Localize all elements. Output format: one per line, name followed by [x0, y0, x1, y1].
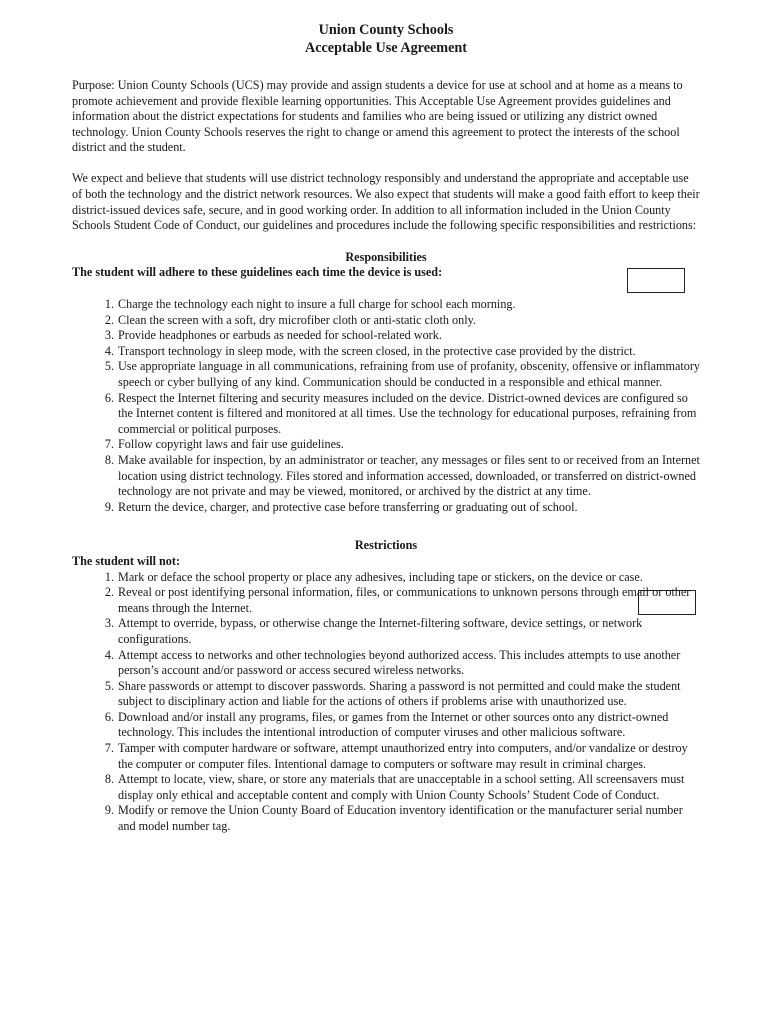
responsibility-item-text: Return the device, charger, and protective case before transferring or graduating out of school.	[118, 499, 578, 514]
responsibility-item-number: 4.	[104, 343, 114, 358]
restriction-item-text: Modify or remove the Union County Board of Education inventory identification or the manufacturer serial number and model number tag.	[118, 803, 683, 834]
expectation-paragraph: We expect and believe that students will use district technology responsibly and understand the appropriate and acceptable use of both the technology and the district network resources. We also expect that students will make a good faith effort to keep their district-issued devices safe, secure, and in good working order. In addition to all information included in the Union County Schools Student Code of Conduct, our guidelines and procedures include the following specific responsibilities and restrictions:	[72, 171, 700, 233]
restriction-item-text: Download and/or install any programs, files, or games from the Internet or other sources onto any district-owned technology. This includes the intentional introduction of computer viruses and other malicious software.	[118, 709, 669, 740]
responsibility-item-number: 5.	[104, 359, 114, 374]
responsibility-item-number: 2.	[104, 312, 114, 327]
restrictions-list	[72, 570, 700, 835]
title-line-2: Acceptable Use Agreement	[304, 39, 468, 56]
restrictions-heading: Restrictions	[354, 538, 418, 553]
responsibilities-heading: Responsibilities	[345, 249, 427, 264]
responsibility-item-number: 3.	[104, 328, 114, 343]
responsibility-item-text: Transport technology in sleep mode, with the screen closed, in the protective case provided by the district.	[118, 343, 636, 358]
restriction-item	[72, 648, 700, 679]
restriction-item-number: 5.	[104, 678, 114, 693]
responsibility-item-text: Charge the technology each night to insure a full charge for school each morning.	[118, 297, 516, 312]
responsibility-item	[72, 313, 700, 329]
document-title	[72, 22, 700, 57]
restriction-item	[72, 679, 700, 710]
restriction-item-text: Attempt to locate, view, share, or store any materials that are unacceptable in a school setting. All screensavers must display only ethical and acceptable content and comply with Union County Schools’ Student Code of Conduct.	[118, 772, 685, 802]
responsibility-item-number: 7.	[104, 437, 114, 452]
responsibility-item-text: Follow copyright laws and fair use guidelines.	[118, 437, 344, 452]
restriction-item-number: 8.	[104, 772, 114, 787]
restriction-item-text: Reveal or post identifying personal information, files, or communications to unknown persons through email or other means through the Internet.	[118, 585, 691, 615]
responsibility-item	[72, 297, 700, 313]
restriction-item-number: 6.	[104, 709, 114, 724]
restrictions-lead: The student will not:	[72, 553, 181, 568]
purpose-paragraph: Purpose: Union County Schools (UCS) may provide and assign students a device for use at school and at home as a means to promote achievement and provide flexible learning opportunities. This Acceptable Use Agreement provides guidelines and information about the district expectations for students and families who are being issued or utilizing any district owned technology. Union County Schools reserves the right to change or amend this agreement to protect the interests of the school district and the student.	[72, 78, 683, 155]
restriction-item-number: 9.	[104, 803, 114, 818]
restriction-item	[72, 616, 700, 647]
responsibility-item-number: 9.	[104, 499, 114, 514]
responsibility-item-number: 8.	[104, 452, 114, 467]
responsibility-item	[72, 500, 700, 516]
restriction-item-number: 4.	[104, 647, 114, 662]
title-line-1: Union County Schools	[318, 22, 454, 38]
document-page	[72, 22, 700, 835]
restriction-item	[72, 803, 700, 834]
responsibility-item-text: Clean the screen with a soft, dry microfiber cloth or anti-static cloth only.	[118, 312, 476, 327]
responsibility-item	[72, 328, 700, 344]
restriction-item-text: Share passwords or attempt to discover passwords. Sharing a password is not permitted and could make the student subject to disciplinary action and liable for the actions of others if problems arise with unauthorized use.	[118, 678, 681, 709]
restriction-item	[72, 570, 700, 586]
restriction-item-text: Attempt to override, bypass, or otherwise change the Internet-filtering software, device settings, or network configurations.	[118, 616, 643, 646]
restriction-item	[72, 710, 700, 741]
restriction-item-number: 2.	[104, 585, 114, 600]
responsibility-item-text: Use appropriate language in all communications, refraining from use of profanity, obscenity, offensive or inflammatory speech or cyber bullying of any kind. Communication should be conducted in a responsible and ethical manner.	[118, 359, 700, 389]
responsibility-item-text: Provide headphones or earbuds as needed for school-related work.	[118, 328, 442, 343]
restriction-item	[72, 741, 700, 772]
responsibility-item-text: Make available for inspection, by an administrator or teacher, any messages or files sent to or received from an Internet location using district technology. Files stored and information accessed, downloaded, or transferred on district-owned technology are not private and may be viewed, monitored, or archived by the district at any time.	[118, 452, 700, 499]
responsibilities-lead: The student will adhere to these guidelines each time the device is used:	[72, 265, 443, 280]
responsibility-item	[72, 359, 700, 390]
restriction-item-text: Attempt access to networks and other technologies beyond authorized access. This includes attempts to use another person’s account and/or password or access secured wireless networks.	[118, 647, 681, 678]
responsibility-item	[72, 453, 700, 500]
restriction-item	[72, 585, 700, 616]
restriction-item-number: 1.	[104, 569, 114, 584]
responsibility-item-text: Respect the Internet filtering and security measures included on the device. District-owned devices are configured so the Internet content is filtered and monitored at all times. Use the technology for educational purposes, refraining from commercial or political purposes.	[118, 390, 697, 436]
responsibilities-list	[72, 297, 700, 515]
restriction-item-number: 7.	[104, 741, 114, 756]
responsibility-item	[72, 391, 700, 438]
responsibility-item-number: 1.	[104, 297, 114, 312]
restriction-item-number: 3.	[104, 616, 114, 631]
restriction-item-text: Tamper with computer hardware or software, attempt unauthorized entry into computers, and/or vandalize or destroy the computer or computer files. Intentional damage to computers or software may result in criminal charges.	[118, 741, 688, 771]
responsibility-item	[72, 437, 700, 453]
responsibility-item	[72, 344, 700, 360]
responsibility-item-number: 6.	[104, 390, 114, 405]
restriction-item-text: Mark or deface the school property or place any adhesives, including tape or stickers, on the device or case.	[118, 569, 643, 584]
restriction-item	[72, 772, 700, 803]
